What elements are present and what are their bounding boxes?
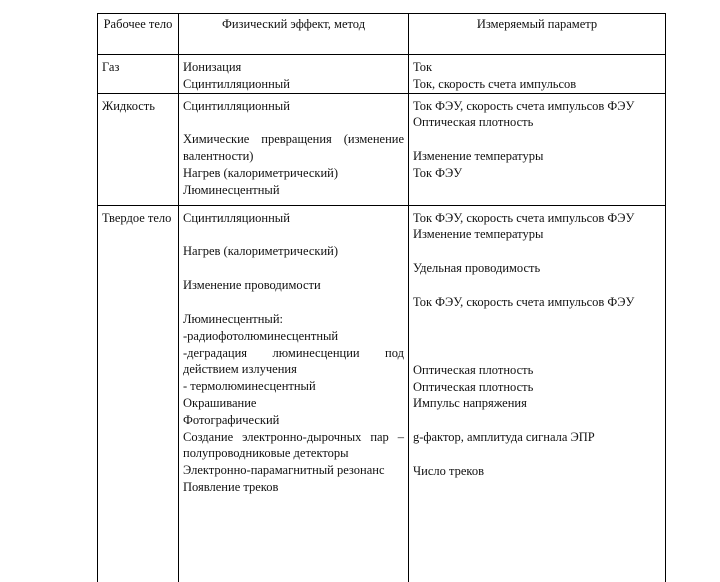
method-text: Фотографический [183,412,280,427]
method-text: Электронно-парамагнитный резонанс [183,463,385,478]
cell-body-solid: Твердое тело [98,205,179,582]
cell-params-gas [409,55,666,94]
param-text: Изменение температуры [413,227,544,242]
method-text: - термолюминесцентный [183,379,316,394]
method-text: Химические превращения (изменение валентности) [183,132,404,164]
method-text: Сцинтилляционный [183,98,290,113]
param-text: Изменение температуры [413,149,544,164]
table-row [98,55,666,94]
cell-methods-gas [179,55,409,94]
param-text: Ток [413,60,433,74]
cell-body-liquid: Жидкость [98,93,179,205]
method-text: Люминесцентный: [183,311,283,326]
cell-params-liquid [409,93,666,205]
method-text: Сцинтилляционный [183,76,290,91]
method-text: Нагрев (калориметрический) [183,165,338,180]
param-text: Число треков [413,463,484,478]
cell-body-gas: Газ [98,55,179,94]
method-text: Создание электронно-дырочных пар – полупроводниковые детекторы [183,429,404,461]
method-text: Окрашивание [183,395,257,410]
param-text: Оптическая плотность [413,362,534,377]
method-text: Люминесцентный [183,182,280,197]
cell-params-solid [409,205,666,582]
method-text: -деградация люминесценции под действием излучения [183,345,404,377]
param-text: Импульс напряжения [413,396,527,411]
detector-methods-table [97,13,666,582]
method-text: -радиофотолюминесцентный [183,328,339,343]
method-text: Изменение проводимости [183,278,321,293]
param-text: Оптическая плотность [413,379,534,394]
param-text: Ток ФЭУ, скорость счета импульсов ФЭУ [413,210,635,225]
header-row [98,14,666,55]
table-row [98,205,666,582]
param-text: Удельная проводимость [413,261,541,276]
header-measured-parameter: Измеряемый параметр [409,14,666,55]
param-text: Оптическая плотность [413,115,534,130]
method-text: Появление треков [183,479,279,494]
param-text: Ток ФЭУ, скорость счета импульсов ФЭУ [413,98,635,113]
cell-methods-solid [179,205,409,582]
method-text: Нагрев (калориметрический) [183,244,338,259]
param-text: Ток ФЭУ, скорость счета импульсов ФЭУ [413,294,635,309]
cell-methods-liquid [179,93,409,205]
param-text: Ток, скорость счета импульсов [413,76,577,91]
param-text: Ток ФЭУ [413,165,463,180]
header-working-body: Рабочее тело [98,14,179,55]
table-row [98,93,666,205]
header-effect-method: Физический эффект, метод [179,14,409,55]
method-text: Сцинтилляционный [183,210,290,225]
param-text: g-фактор, амплитуда сигнала ЭПР [413,430,595,445]
method-text: Ионизация [183,60,242,74]
